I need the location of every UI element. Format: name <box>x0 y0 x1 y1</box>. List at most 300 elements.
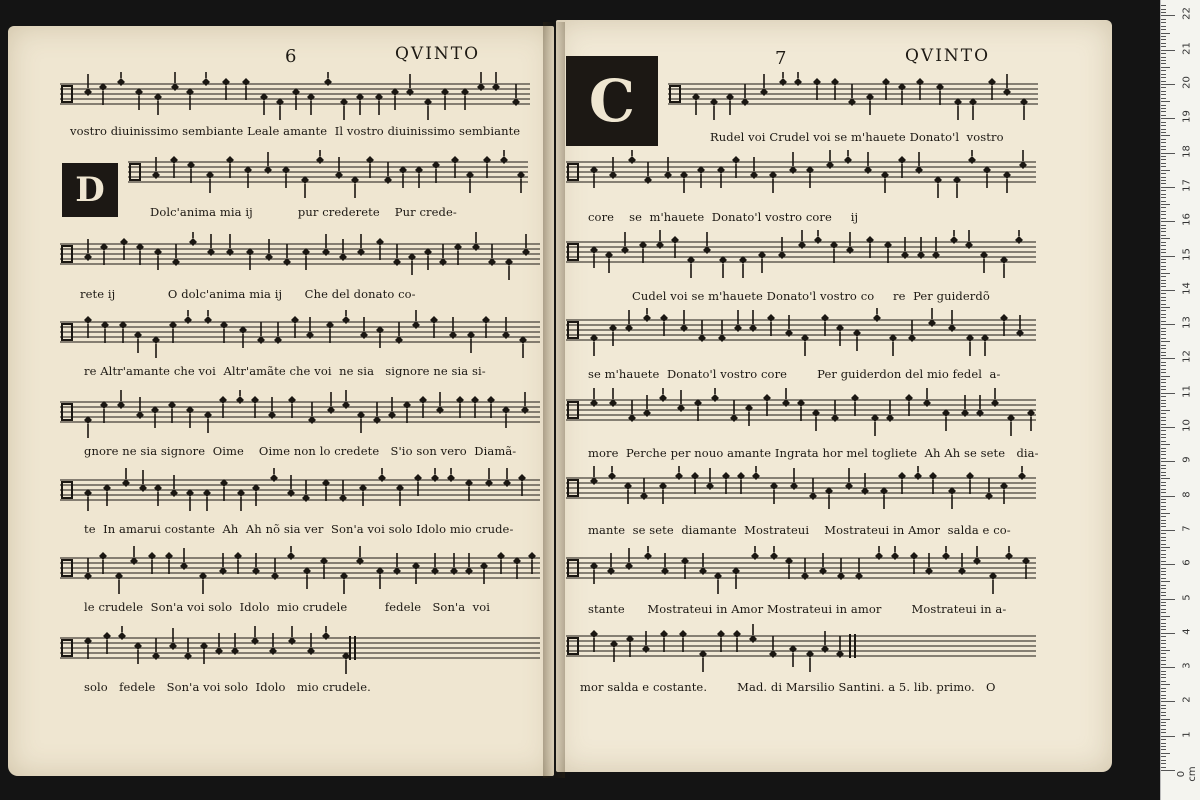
note <box>236 396 244 404</box>
ruler-tick <box>1161 94 1166 95</box>
left-lyric-line: te In amarui costante Ah Ah nõ sia ver Son'a voi solo Idolo mio crude- <box>84 522 514 536</box>
ruler-tick <box>1161 204 1170 205</box>
note <box>988 78 996 86</box>
ruler-tick <box>1161 57 1166 58</box>
ruler-tick <box>1161 111 1166 112</box>
ruler-tick <box>1161 286 1166 287</box>
note <box>487 396 495 404</box>
ruler-tick <box>1161 159 1166 160</box>
ruler-label: 15 <box>1181 247 1193 261</box>
ruler-tick <box>1161 187 1175 188</box>
ruler-tick <box>1161 674 1166 675</box>
note <box>342 316 350 324</box>
ruler-tick <box>1161 245 1166 246</box>
note <box>234 552 242 560</box>
note <box>914 472 922 480</box>
ruler-tick <box>1161 684 1170 685</box>
ruler-tick <box>1161 338 1166 339</box>
note <box>898 472 906 480</box>
ruler-tick <box>1161 633 1175 634</box>
left-page-number: 6 <box>285 46 297 67</box>
ruler-tick <box>1161 406 1166 407</box>
ruler-tick <box>1161 259 1166 260</box>
note <box>202 78 210 86</box>
note <box>929 472 937 480</box>
ruler-tick <box>1161 636 1166 637</box>
ruler-tick <box>1161 225 1166 226</box>
ruler-tick <box>1161 760 1166 761</box>
note <box>643 314 651 322</box>
ruler-tick <box>1161 266 1166 267</box>
ruler-tick <box>1161 132 1166 133</box>
ruler-tick <box>1161 468 1166 469</box>
note <box>1018 472 1026 480</box>
ruler-tick <box>1161 5 1166 6</box>
ruler-tick <box>1161 321 1166 322</box>
ruler-label: 10 <box>1181 419 1193 432</box>
ruler-tick <box>1161 571 1166 572</box>
note <box>590 630 598 638</box>
ruler-label: 21 <box>1181 41 1193 55</box>
ruler-label: 17 <box>1181 179 1193 192</box>
staff <box>566 546 1036 596</box>
staff <box>60 468 540 518</box>
ruler-tick <box>1161 599 1175 600</box>
ruler-tick <box>1161 252 1166 253</box>
ruler-label: 18 <box>1181 144 1193 158</box>
ruler-tick <box>1161 441 1166 442</box>
ruler-tick <box>1161 382 1166 383</box>
ruler-tick <box>1161 352 1166 353</box>
ruler-tick <box>1161 712 1166 713</box>
note <box>431 474 439 482</box>
ruler-label: 12 <box>1181 350 1193 364</box>
ruler-tick <box>1161 472 1166 473</box>
note <box>679 630 687 638</box>
note <box>732 156 740 164</box>
ruler-tick <box>1161 640 1166 641</box>
ruler-tick <box>1161 231 1166 232</box>
ruler-tick <box>1161 647 1166 648</box>
note <box>366 156 374 164</box>
ruler-tick <box>1161 19 1166 20</box>
ruler-tick <box>1161 513 1170 514</box>
ruler-tick <box>1161 63 1166 64</box>
ruler-tick <box>1161 228 1166 229</box>
ruler-tick <box>1161 190 1166 191</box>
staff <box>668 72 1038 122</box>
note <box>711 394 719 402</box>
note <box>287 552 295 560</box>
ruler-tick <box>1161 276 1166 277</box>
ruler-label: 11 <box>1181 384 1193 398</box>
right-lyric-line: more Perche per nouo amante Ingrata hor mel togliete Ah Ah se sete dia- <box>588 446 1039 460</box>
staff <box>60 232 540 282</box>
ruler-tick <box>1161 526 1166 527</box>
ruler-tick <box>1161 142 1166 143</box>
ruler-tick <box>1161 489 1166 490</box>
note <box>898 156 906 164</box>
ruler-tick <box>1161 101 1170 102</box>
staff <box>60 72 530 122</box>
ruler-tick <box>1161 756 1166 757</box>
ruler-tick <box>1161 324 1175 325</box>
ruler-tick <box>1161 12 1166 13</box>
ruler-tick <box>1161 74 1166 75</box>
right-voice-label: QVINTO <box>905 46 991 66</box>
ruler-tick <box>1161 578 1166 579</box>
note <box>722 472 730 480</box>
staff <box>60 390 540 440</box>
ruler-tick <box>1161 643 1166 644</box>
ruler-tick <box>1161 122 1166 123</box>
ruler-tick <box>1161 242 1166 243</box>
right-page-number: 7 <box>775 48 787 69</box>
ruler-tick <box>1161 118 1175 119</box>
ruler-tick <box>1161 667 1175 668</box>
ruler-tick <box>1161 749 1166 750</box>
ruler-tick <box>1161 746 1166 747</box>
ruler-label: 4 <box>1181 628 1193 635</box>
ruler-tick <box>1161 568 1166 569</box>
ruler-tick <box>1161 146 1166 147</box>
ruler-tick <box>1161 183 1166 184</box>
note <box>118 632 126 640</box>
left-lyric-line: vostro diuinissimo sembiante Leale amante Il vostro diuinissimo sembiante <box>70 124 521 138</box>
ruler-tick <box>1161 537 1166 538</box>
note <box>866 236 874 244</box>
ruler-tick <box>1161 125 1166 126</box>
note <box>875 552 883 560</box>
note <box>288 396 296 404</box>
note <box>844 156 852 164</box>
ruler-label: 7 <box>1181 525 1193 532</box>
note <box>851 394 859 402</box>
ruler-tick <box>1161 139 1166 140</box>
note <box>717 630 725 638</box>
ruler-tick <box>1161 502 1166 503</box>
note <box>770 552 778 560</box>
left-lyric-line: re Altr'amante che voi Altr'amãte che voi ne sia signore ne sia si- <box>84 364 486 378</box>
ruler-tick <box>1161 547 1170 548</box>
note <box>419 396 427 404</box>
ruler-tick <box>1161 77 1166 78</box>
ruler-tick <box>1161 60 1166 61</box>
left-voice-label: QVINTO <box>395 44 481 64</box>
ruler-tick <box>1161 115 1166 116</box>
note <box>219 396 227 404</box>
right-lyric-line: mante se sete diamante Mostrateui Mostrateui in Amor salda e co- <box>588 523 1011 537</box>
note <box>905 394 913 402</box>
ruler-tick <box>1161 671 1166 672</box>
ruler-tick <box>1161 180 1166 181</box>
ruler-tick <box>1161 612 1166 613</box>
staff <box>566 388 1036 438</box>
ruler-tick <box>1161 53 1166 54</box>
ruler-tick <box>1161 753 1170 754</box>
ruler-tick <box>1161 544 1166 545</box>
note <box>1005 552 1013 560</box>
ruler-tick <box>1161 393 1175 394</box>
ruler-tick <box>1161 317 1166 318</box>
right-lyric-line: mor salda e costante. Mad. di Marsilio Santini. a 5. lib. primo. O <box>580 680 996 694</box>
note <box>518 474 526 482</box>
staff <box>60 546 540 596</box>
note <box>916 78 924 86</box>
ruler-tick <box>1161 695 1166 696</box>
ruler-tick <box>1161 448 1166 449</box>
ruler-tick <box>1161 379 1166 380</box>
ruler-tick <box>1161 413 1166 414</box>
ruler-tick <box>1161 736 1175 737</box>
ruler-tick <box>1161 307 1170 308</box>
note <box>483 156 491 164</box>
note <box>942 552 950 560</box>
ruler-tick <box>1161 722 1166 723</box>
ruler-tick <box>1161 221 1175 222</box>
ruler-tick <box>1161 585 1166 586</box>
ruler-tick <box>1161 33 1170 34</box>
ruler-tick <box>1161 84 1175 85</box>
ruler-tick <box>1161 273 1170 274</box>
ruler-tick <box>1161 475 1166 476</box>
note <box>968 156 976 164</box>
ruler-tick <box>1161 506 1166 507</box>
ruler-tick <box>1161 516 1166 517</box>
note <box>733 630 741 638</box>
note <box>966 472 974 480</box>
ruler-tick <box>1161 22 1166 23</box>
ruler-tick <box>1161 705 1166 706</box>
ruler-tick <box>1161 424 1166 425</box>
ruler-tick <box>1161 400 1166 401</box>
ruler-tick <box>1161 688 1166 689</box>
ruler-tick <box>1161 348 1166 349</box>
note <box>1015 236 1023 244</box>
ruler-tick <box>1161 492 1166 493</box>
ruler-tick <box>1161 605 1166 606</box>
ruler-tick <box>1161 461 1175 462</box>
ruler-label: 6 <box>1181 559 1193 566</box>
ruler-tick <box>1161 218 1166 219</box>
note <box>184 316 192 324</box>
ruler-tick <box>1161 50 1175 51</box>
ruler-tick <box>1161 732 1166 733</box>
ruler-tick <box>1161 297 1166 298</box>
ruler-tick <box>1161 389 1166 390</box>
note <box>752 472 760 480</box>
note <box>882 78 890 86</box>
note <box>675 472 683 480</box>
ruler-tick <box>1161 427 1175 428</box>
left-initial-letter: D <box>62 163 118 217</box>
ruler-tick <box>1161 554 1166 555</box>
ruler-tick <box>1161 46 1166 47</box>
note <box>84 316 92 324</box>
ruler-tick <box>1161 376 1170 377</box>
note <box>291 316 299 324</box>
ruler-tick <box>1161 108 1166 109</box>
ruler-tick <box>1161 451 1166 452</box>
right-initial-letter: C <box>566 56 658 146</box>
note <box>451 156 459 164</box>
ruler-tick <box>1161 623 1166 624</box>
ruler-tick <box>1161 664 1166 665</box>
ruler-tick <box>1161 293 1166 294</box>
right-lyric-line: stante Mostrateui in Amor Mostrateui in amor Mostrateui in a- <box>588 602 1007 616</box>
ruler-tick <box>1161 616 1170 617</box>
ruler-tick <box>1161 214 1166 215</box>
ruler-tick <box>1161 149 1166 150</box>
note <box>779 78 787 86</box>
note <box>1000 314 1008 322</box>
ruler-tick <box>1161 729 1166 730</box>
ruler-tick <box>1161 280 1166 281</box>
ruler-tick <box>1161 485 1166 486</box>
staff <box>566 150 1036 200</box>
ruler-tick <box>1161 396 1166 397</box>
ruler-label: 13 <box>1181 316 1193 329</box>
ruler-tick <box>1161 540 1166 541</box>
note <box>528 552 536 560</box>
ruler-tick <box>1161 358 1175 359</box>
ruler-tick <box>1161 592 1166 593</box>
note <box>447 474 455 482</box>
left-lyric-line: solo fedele Son'a voi solo Idolo mio crudele. <box>84 680 371 694</box>
note <box>242 78 250 86</box>
ruler-tick <box>1161 564 1175 565</box>
ruler-tick <box>1161 677 1166 678</box>
ruler-label: 0 cm <box>1176 766 1198 782</box>
ruler-tick <box>1161 444 1170 445</box>
ruler-tick <box>1161 454 1166 455</box>
note <box>376 238 384 246</box>
note <box>831 78 839 86</box>
ruler-tick <box>1161 434 1166 435</box>
ruler-tick <box>1161 369 1166 370</box>
ruler-tick <box>1161 238 1170 239</box>
ruler-tick <box>1161 341 1170 342</box>
staff <box>566 230 1036 280</box>
ruler-tick <box>1161 290 1175 291</box>
ruler-tick <box>1161 98 1166 99</box>
ruler-tick <box>1161 430 1166 431</box>
ruler-tick <box>1161 478 1170 479</box>
ruler-tick <box>1161 619 1166 620</box>
ruler-label: 14 <box>1181 281 1193 295</box>
ruler-tick <box>1161 163 1166 164</box>
ruler-label: 3 <box>1181 662 1193 669</box>
ruler-tick <box>1161 135 1170 136</box>
note <box>813 78 821 86</box>
right-lyric-line: core se m'hauete Donato'l vostro core ij <box>588 210 859 224</box>
note <box>910 552 918 560</box>
ruler-tick <box>1161 523 1166 524</box>
ruler-tick <box>1161 496 1175 497</box>
ruler-tick <box>1161 691 1166 692</box>
ruler-tick <box>1161 70 1166 71</box>
ruler-tick <box>1161 156 1166 157</box>
note <box>628 156 636 164</box>
ruler-tick <box>1161 170 1170 171</box>
ruler-tick <box>1161 550 1166 551</box>
ruler-tick <box>1161 701 1175 702</box>
note <box>270 474 278 482</box>
ruler-label: 19 <box>1181 110 1193 124</box>
ruler-tick <box>1161 660 1166 661</box>
note <box>814 236 822 244</box>
ruler-tick <box>1161 334 1166 335</box>
ruler-tick <box>1161 201 1166 202</box>
ruler-tick <box>1161 681 1166 682</box>
staff <box>128 150 528 200</box>
measuring-ruler <box>1160 0 1200 800</box>
ruler-tick <box>1161 708 1166 709</box>
note <box>322 632 330 640</box>
ruler-tick <box>1161 166 1166 167</box>
ruler-tick <box>1161 719 1170 720</box>
ruler-tick <box>1161 739 1166 740</box>
note <box>103 632 111 640</box>
note <box>497 552 505 560</box>
ruler-tick <box>1161 574 1166 575</box>
ruler-tick <box>1161 91 1166 92</box>
ruler-tick <box>1161 743 1166 744</box>
ruler-tick <box>1161 29 1166 30</box>
ruler-tick <box>1161 129 1166 130</box>
ruler-tick <box>1161 328 1166 329</box>
ruler-tick <box>1161 87 1166 88</box>
note <box>660 314 668 322</box>
note <box>500 156 508 164</box>
note <box>671 236 679 244</box>
ruler-tick <box>1161 417 1166 418</box>
ruler-tick <box>1161 15 1175 16</box>
note <box>763 394 771 402</box>
ruler-tick <box>1161 657 1166 658</box>
ruler-tick <box>1161 365 1166 366</box>
ruler-tick <box>1161 581 1170 582</box>
ruler-label: 8 <box>1181 490 1193 498</box>
left-lyric-line: le crudele Son'a voi solo Idolo mio crudele fedele Son'a voi <box>84 600 491 614</box>
ruler-label: 1 <box>1181 731 1193 738</box>
ruler-tick <box>1161 211 1166 212</box>
note <box>767 314 775 322</box>
ruler-tick <box>1161 67 1170 68</box>
ruler-tick <box>1161 197 1166 198</box>
ruler-tick <box>1161 410 1170 411</box>
ruler-tick <box>1161 256 1175 257</box>
ruler-label: 16 <box>1181 213 1193 227</box>
left-lyric-line: Dolc'anima mia ij pur crederete Pur crede- <box>150 205 457 219</box>
note <box>737 472 745 480</box>
note <box>644 552 652 560</box>
ruler-tick <box>1161 650 1170 651</box>
ruler-tick <box>1161 770 1175 771</box>
note <box>316 156 324 164</box>
ruler-tick <box>1161 595 1166 596</box>
ruler-tick <box>1161 362 1166 363</box>
ruler-tick <box>1161 602 1166 603</box>
note <box>222 78 230 86</box>
left-lyric-line: gnore ne sia signore Oime Oime non lo credete S'io son vero Diamã- <box>84 444 517 458</box>
ruler-label: 20 <box>1181 76 1193 89</box>
note <box>659 394 667 402</box>
right-lyric-line: se m'hauete Donato'l vostro core Per guiderdon del mio fedel a- <box>588 367 1001 381</box>
ruler-tick <box>1161 105 1166 106</box>
ruler-tick <box>1161 588 1166 589</box>
note <box>378 474 386 482</box>
